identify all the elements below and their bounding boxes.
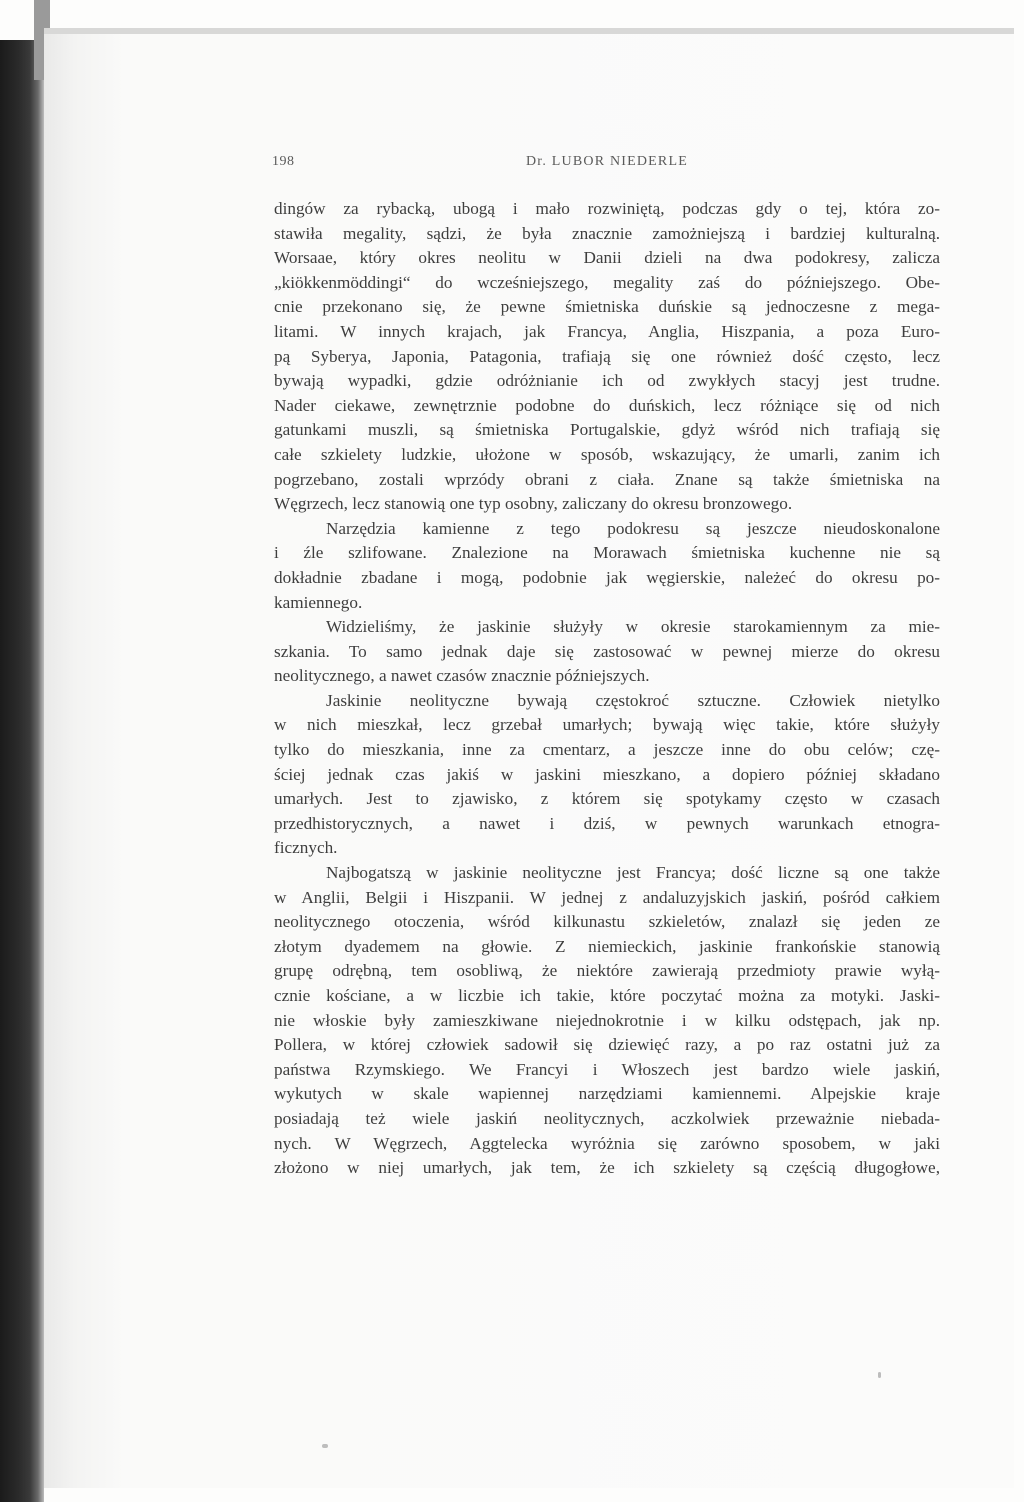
text-line: umarłych. Jest to zjawisko, z którem się spotykamy często w czasach	[274, 789, 940, 809]
text-line: całe szkielety ludzkie, ułożone w sposób, wskazujący, że umarli, zanim ich	[274, 444, 940, 464]
text-line: bywają wypadki, gdzie odróżnianie ich od zwykłych stacyj jest trudne.	[274, 371, 940, 391]
text-line	[274, 1181, 940, 1206]
text-line: ficznych.	[274, 838, 338, 858]
text-line: i źle szlifowane. Znalezione na Morawach śmietniska kuchenne nie są	[274, 543, 940, 563]
body-text	[274, 197, 940, 1255]
text-line: Nader ciekawe, zewnętrznie podobne do duńskich, lecz różniące się od nich	[274, 395, 940, 415]
scan-speck	[322, 1444, 328, 1448]
text-line: Narzędzia kamienne z tego podokresu są jeszcze nieudoskonalone	[326, 518, 940, 538]
text-line: „kiökkenmöddingi“ do wcześniejszego, megality zaś do późniejszego. Obe-	[274, 272, 940, 292]
text-line: Najbogatszą w jaskinie neolityczne jest Francya; dość liczne są one także	[326, 863, 940, 883]
text-line: wykutych w skale wapiennej narzędziami kamiennemi. Alpejskie kraje	[274, 1084, 940, 1104]
text-line: cnie przekonano się, że pewne śmietniska duńskie są jednoczesne z mega-	[274, 297, 940, 317]
text-line: Węgrzech, lecz stanowią one typ osobny, zaliczany do okresu bronzowego.	[274, 494, 793, 514]
book-spine-shadow	[0, 40, 44, 1502]
page-number: 198	[272, 154, 295, 169]
text-line: litami. W innych krajach, jak Francya, Anglia, Hiszpania, a poza Euro-	[274, 321, 940, 341]
text-line: neolitycznego, a nawet czasów znacznie późniejszych.	[274, 666, 650, 686]
text-line	[274, 1230, 940, 1255]
text-line: tylko do mieszkania, inne za cmentarz, a jeszcze inne do obu celów; czę-	[274, 740, 940, 760]
text-line: dingów za rybacką, ubogą i mało rozwiniętą, podczas gdy o tej, która zo-	[274, 199, 940, 218]
text-line: przedhistorycznych, a nawet i dziś, w pewnych warunkach etnogra-	[274, 813, 940, 833]
text-line: dokładnie zbadane i mogą, podobnie jak węgierskie, należeć do okresu po-	[274, 567, 940, 587]
text-line: gatunkami muszli, są śmietniska Portugalskie, gdyż wśród nich trafiają się	[274, 420, 940, 440]
text-line: grupę odrębną, tem osobliwą, że niektóre zawierają przedmioty prawie wyłą-	[274, 961, 940, 981]
text-line: Worsaae, który okres neolitu w Danii dzieli na dwa podokresy, zalicza	[274, 248, 940, 268]
page-top-edge	[44, 28, 1014, 34]
text-line: szkania. To samo jednak daje się zastosować w pewnej mierze do okresu	[274, 641, 940, 661]
page-header	[0, 154, 1024, 174]
text-line: w Anglii, Belgii i Hiszpanii. W jednej z andaluzyjskich jaskiń, pośród całkiem	[274, 887, 940, 907]
text-line: neolitycznego otoczenia, wśród kilkunastu szkieletów, znalazł się jeden ze	[274, 912, 940, 932]
text-line: pą Syberya, Japonia, Patagonia, trafiają się one również dość często, lecz	[274, 346, 940, 366]
scan-speck	[878, 1372, 881, 1378]
running-head: Dr. LUBOR NIEDERLE	[526, 154, 688, 169]
text-line: złotym dyademem na głowie. Z niemieckich, jaskinie frankońskie stanowią	[274, 936, 940, 956]
text-line: Jaskinie neolityczne bywają częstokroć sztuczne. Człowiek nietylko	[326, 690, 940, 710]
text-line: złożono w niej umarłych, jak tem, że ich szkielety są częścią długogłowe,	[274, 1158, 940, 1178]
text-line: państwa Rzymskiego. We Francyi i Włoszech jest bardzo wiele jaskiń,	[274, 1059, 940, 1079]
text-line: posiadają też wiele jaskiń neolitycznych, aczkolwiek przeważnie niebada-	[274, 1108, 940, 1128]
text-line: pogrzebano, zostali wprzódy obrani z ciała. Znane są także śmietniska na	[274, 469, 940, 489]
text-line: nych. W Węgrzech, Aggtelecka wyróżnia się zarówno sposobem, w jaki	[274, 1133, 940, 1153]
text-line: kamiennego.	[274, 592, 363, 612]
text-line	[274, 1205, 940, 1230]
text-line: cznie kościane, a w liczbie ich takie, które poczytać można za motyki. Jaski-	[274, 986, 940, 1005]
text-line: nie włoskie były zamieszkiwane niejednokrotnie i w kilku odstępach, jak np.	[274, 1010, 940, 1030]
text-line: Widzieliśmy, że jaskinie służyły w okresie starokamiennym za mie-	[326, 617, 940, 637]
text-line: ściej jednak czas jakiś w jaskini mieszkano, a dopiero później składano	[274, 764, 940, 784]
text-line: Pollera, w której człowiek sadowił się dziewięć razy, a po raz ostatni już za	[274, 1035, 940, 1055]
text-line: stawiła megality, sądzi, że była znacznie zamożniejszą i bardziej kulturalną.	[274, 223, 940, 243]
text-line: w nich mieszkał, lecz grzebał umarłych; bywają więc takie, które służyły	[274, 715, 940, 735]
